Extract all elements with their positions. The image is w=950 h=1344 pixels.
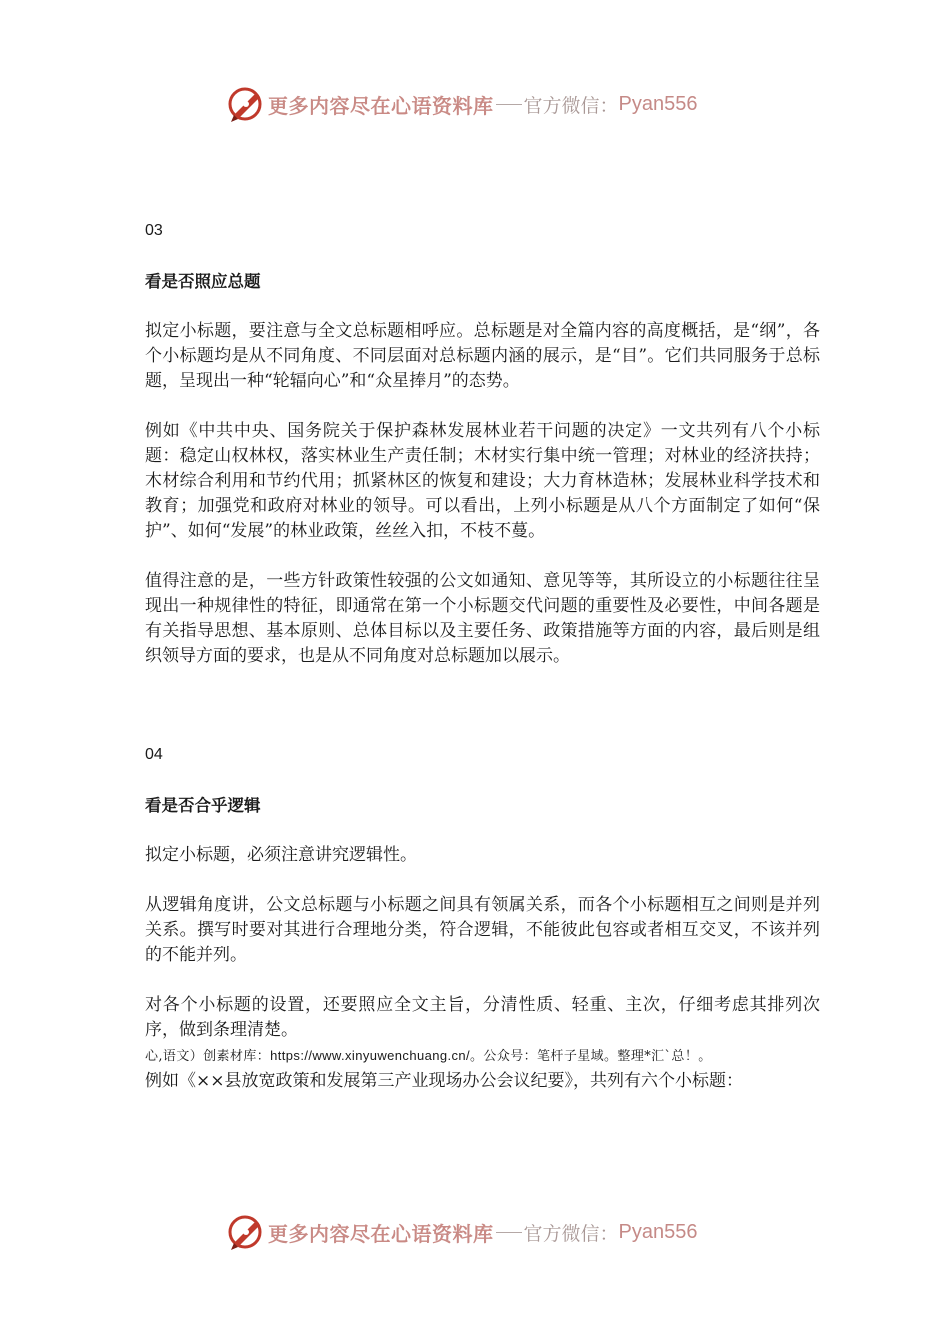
pen-logo-icon	[226, 1212, 266, 1252]
banner-sub-text: 官方微信：	[523, 1222, 619, 1245]
source-note-suffix: 。公众号：笔杆子星域。整理*汇`总！。	[470, 1049, 712, 1064]
banner-wechat-id: Pyan556	[618, 92, 698, 115]
footer-banner	[226, 1212, 697, 1252]
section-heading: 看是否照应总题	[145, 272, 261, 291]
section-number: 04	[145, 746, 163, 763]
paragraph: 对各个小标题的设置，还要照应全文主旨，分清性质、轻重、主次，仔细考虑其排列次序，做到条理清楚。	[145, 995, 820, 1040]
source-note	[145, 1043, 820, 1069]
banner-wechat-id: Pyan556	[618, 1220, 698, 1243]
section-number: 03	[145, 222, 163, 239]
banner-main-text: 更多内容尽在心语资料库	[268, 1221, 494, 1246]
paragraph: 例如《中共中央、国务院关于保护森林发展林业若干问题的决定》一文共列有八个小标题：稳定山权林权，落实林业生产责任制；木材实行集中统一管理；对林业的经济扶持；木材综合利用和节约代用；抓紧林区的恢复和建设；大力育林造林；发展林业科学技术和教育；加强党和政府对林业的领导。可以看出，上列小标题是从八个方面制定了如何“保护”、如何“发展”的林业政策，丝丝入扣，不枝不蔓。	[145, 421, 820, 541]
paragraph: 例如《××县放宽政策和发展第三产业现场办公会议纪要》，共列有六个小标题：	[145, 1071, 743, 1091]
document-body	[145, 218, 820, 1094]
section-heading: 看是否合乎逻辑	[145, 796, 261, 815]
source-note-prefix: 心,语文）创素材库：	[145, 1049, 271, 1064]
header-banner	[226, 84, 697, 124]
paragraph: 值得注意的是，一些方针政策性较强的公文如通知、意见等等，其所设立的小标题往往呈现出一种规律性的特征，即通常在第一个小标题交代问题的重要性及必要性，中间各题是有关指导思想、基本原则、总体目标以及主要任务、政策措施等方面的内容，最后则是组织领导方面的要求，也是从不同角度对总标题加以展示。	[145, 571, 820, 666]
pen-logo-icon	[226, 84, 266, 124]
banner-sub-text: 官方微信：	[523, 94, 619, 117]
banner-main-text: 更多内容尽在心语资料库	[268, 93, 494, 118]
paragraph: 拟定小标题，要注意与全文总标题相呼应。总标题是对全篇内容的高度概括，是“纲”，各个小标题均是从不同角度、不同层面对总标题内涵的展示，是“目”。它们共同服务于总标题，呈现出一种“轮辐向心”和“众星捧月”的态势。	[145, 321, 820, 391]
source-url-link[interactable]: https://www.xinyuwenchuang.cn/	[270, 1048, 471, 1063]
banner-divider	[496, 1232, 522, 1233]
paragraph: 从逻辑角度讲，公文总标题与小标题之间具有领属关系，而各个小标题相互之间则是并列关系。撰写时要对其进行合理地分类，符合逻辑，不能彼此包容或者相互交叉，不该并列的不能并列。	[145, 895, 820, 965]
banner-divider	[496, 104, 522, 105]
paragraph: 拟定小标题，必须注意讲究逻辑性。	[145, 845, 417, 865]
